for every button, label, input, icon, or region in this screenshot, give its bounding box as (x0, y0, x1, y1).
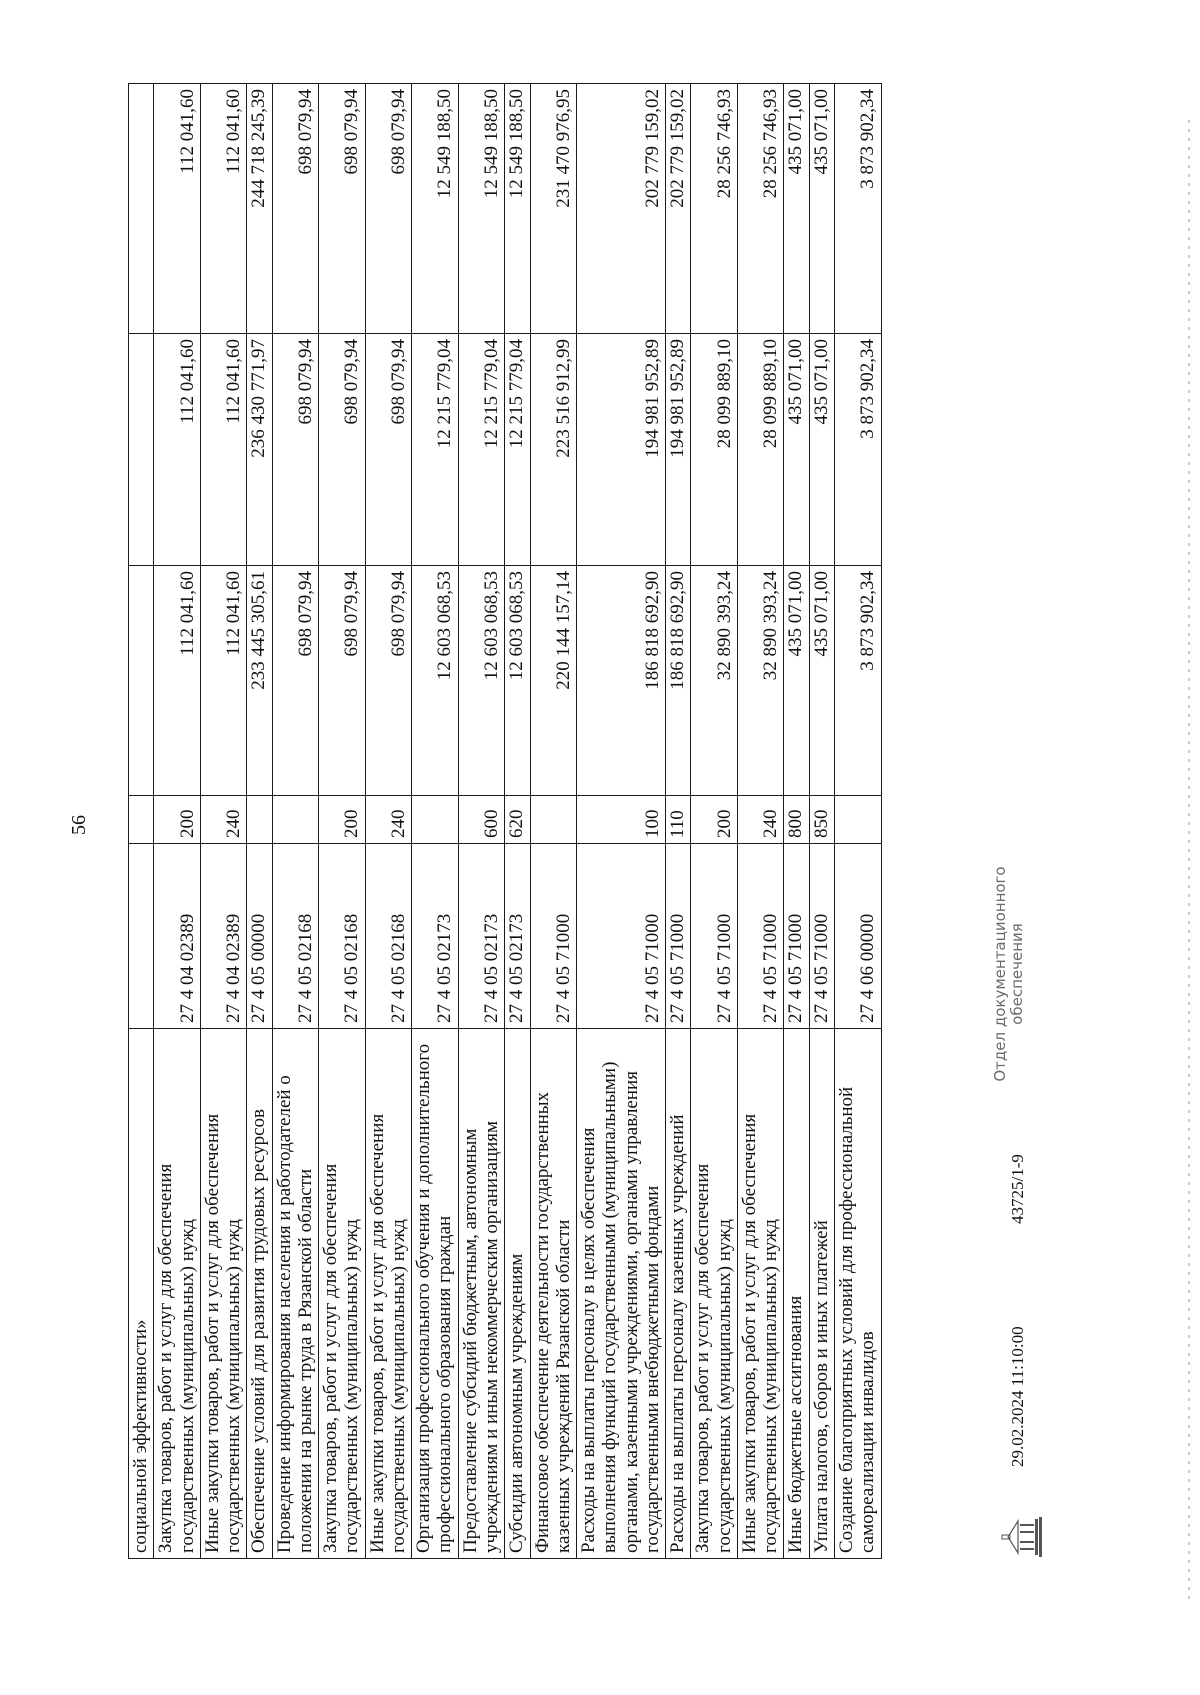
row-amount-year2-cell: 435 071,00 (809, 334, 834, 566)
row-amount-year2-cell: 28 099 889,10 (691, 334, 738, 566)
row-expense-type-cell (412, 796, 459, 844)
row-amount-year1-cell: 233 445 305,61 (247, 566, 272, 796)
row-code-cell (129, 844, 154, 1029)
table-row (458, 84, 505, 1559)
row-amount-year2-cell: 12 215 779,04 (458, 334, 505, 566)
table-row (129, 84, 154, 1559)
page-footer (992, 84, 1132, 1559)
row-code-cell: 27 4 05 02168 (365, 844, 412, 1029)
row-amount-year1-cell: 435 071,00 (784, 566, 809, 796)
table-row (530, 84, 577, 1559)
row-amount-year3-cell: 202 779 159,02 (577, 84, 666, 334)
row-amount-year3-cell: 231 470 976,95 (530, 84, 577, 334)
row-amount-year3-cell: 28 256 746,93 (691, 84, 738, 334)
table-row (412, 84, 459, 1559)
row-amount-year1-cell: 698 079,94 (272, 566, 319, 796)
row-name-cell: Субсидии автономным учреждениям (505, 1029, 530, 1559)
row-amount-year1-cell: 3 873 902,34 (834, 566, 881, 796)
row-name-cell: Закупка товаров, работ и услуг для обеспечения государственных (муниципальных) нужд (319, 1029, 366, 1559)
row-name-cell: Создание благоприятных условий для профессиональной самореализации инвалидов (834, 1029, 881, 1559)
row-code-cell: 27 4 05 71000 (784, 844, 809, 1029)
row-amount-year1-cell: 12 603 068,53 (458, 566, 505, 796)
row-name-cell: Расходы на выплаты персоналу в целях обеспечения выполнения функций государственными (муниципальными) органами, казенными учреждениями, органами управления государственными внебюджетными фондами (577, 1029, 666, 1559)
row-amount-year2-cell: 112 041,60 (200, 334, 247, 566)
row-amount-year3-cell: 435 071,00 (784, 84, 809, 334)
row-code-cell: 27 4 05 71000 (530, 844, 577, 1029)
row-amount-year2-cell: 236 430 771,97 (247, 334, 272, 566)
row-amount-year2-cell: 3 873 902,34 (834, 334, 881, 566)
row-expense-type-cell: 600 (458, 796, 505, 844)
row-expense-type-cell: 200 (691, 796, 738, 844)
row-amount-year3-cell: 112 041,60 (154, 84, 201, 334)
row-amount-year2-cell: 112 041,60 (154, 334, 201, 566)
row-amount-year3-cell: 12 549 188,50 (505, 84, 530, 334)
row-name-cell: Обеспечение условий для развития трудовых ресурсов (247, 1029, 272, 1559)
row-name-cell: Иные закупки товаров, работ и услуг для обеспечения государственных (муниципальных) нужд (737, 1029, 784, 1559)
table-row (247, 84, 272, 1559)
budget-table-body (129, 84, 882, 1559)
row-amount-year2-cell: 435 071,00 (784, 334, 809, 566)
row-name-cell: Закупка товаров, работ и услуг для обеспечения государственных (муниципальных) нужд (154, 1029, 201, 1559)
row-amount-year3-cell: 698 079,94 (365, 84, 412, 334)
table-row (737, 84, 784, 1559)
row-amount-year3-cell (129, 84, 154, 334)
row-code-cell: 27 4 05 02168 (319, 844, 366, 1029)
row-amount-year3-cell: 12 549 188,50 (412, 84, 459, 334)
row-name-cell: Расходы на выплаты персоналу казенных учреждений (666, 1029, 691, 1559)
row-code-cell: 27 4 05 02173 (458, 844, 505, 1029)
row-name-cell: Организация профессионального обучения и дополнительного профессионального образования граждан (412, 1029, 459, 1559)
row-name-cell: Закупка товаров, работ и услуг для обеспечения государственных (муниципальных) нужд (691, 1029, 738, 1559)
row-code-cell: 27 4 05 02168 (272, 844, 319, 1029)
row-expense-type-cell: 200 (154, 796, 201, 844)
row-expense-type-cell: 100 (577, 796, 666, 844)
row-amount-year1-cell: 32 890 393,24 (691, 566, 738, 796)
row-expense-type-cell (272, 796, 319, 844)
row-expense-type-cell (834, 796, 881, 844)
row-amount-year3-cell: 3 873 902,34 (834, 84, 881, 334)
row-amount-year3-cell: 12 549 188,50 (458, 84, 505, 334)
row-amount-year1-cell: 186 818 692,90 (666, 566, 691, 796)
table-row (505, 84, 530, 1559)
row-amount-year1-cell: 698 079,94 (319, 566, 366, 796)
row-code-cell: 27 4 05 71000 (809, 844, 834, 1029)
stamp-line-1: Отдел документационного (991, 866, 1009, 1082)
row-expense-type-cell (530, 796, 577, 844)
row-amount-year2-cell: 698 079,94 (365, 334, 412, 566)
row-code-cell: 27 4 05 00000 (247, 844, 272, 1029)
table-row (666, 84, 691, 1559)
row-expense-type-cell: 850 (809, 796, 834, 844)
row-amount-year1-cell (129, 566, 154, 796)
row-expense-type-cell (247, 796, 272, 844)
row-code-cell: 27 4 04 02389 (154, 844, 201, 1029)
row-amount-year2-cell: 194 981 952,89 (666, 334, 691, 566)
row-amount-year3-cell: 698 079,94 (272, 84, 319, 334)
row-code-cell: 27 4 05 71000 (737, 844, 784, 1029)
row-name-cell: Проведение информирования населения и работодателей о положении на рынке труда в Рязанской области (272, 1029, 319, 1559)
row-amount-year3-cell: 112 041,60 (200, 84, 247, 334)
row-name-cell: Иные закупки товаров, работ и услуг для обеспечения государственных (муниципальных) нужд (200, 1029, 247, 1559)
row-amount-year2-cell: 12 215 779,04 (412, 334, 459, 566)
row-expense-type-cell: 200 (319, 796, 366, 844)
table-row (577, 84, 666, 1559)
row-name-cell: Предоставление субсидий бюджетным, автономным учреждениям и иным некоммерческим организациям (458, 1029, 505, 1559)
row-amount-year3-cell: 698 079,94 (319, 84, 366, 334)
table-row (272, 84, 319, 1559)
table-row (154, 84, 201, 1559)
row-amount-year1-cell: 12 603 068,53 (412, 566, 459, 796)
footer-doc-number: 43725/1-9 (1008, 1154, 1027, 1224)
table-row (200, 84, 247, 1559)
page-number: 56 (68, 815, 90, 835)
row-amount-year3-cell: 28 256 746,93 (737, 84, 784, 334)
row-expense-type-cell: 620 (505, 796, 530, 844)
row-expense-type-cell: 240 (737, 796, 784, 844)
row-name-cell: Иные бюджетные ассигнования (784, 1029, 809, 1559)
row-amount-year3-cell: 244 718 245,39 (247, 84, 272, 334)
row-amount-year1-cell: 186 818 692,90 (577, 566, 666, 796)
row-code-cell: 27 4 04 02389 (200, 844, 247, 1029)
row-amount-year2-cell: 12 215 779,04 (505, 334, 530, 566)
table-row (809, 84, 834, 1559)
table-row (834, 84, 881, 1559)
row-code-cell: 27 4 05 02173 (505, 844, 530, 1029)
row-name-cell: социальной эффективности» (129, 1029, 154, 1559)
row-amount-year2-cell: 223 516 912,99 (530, 334, 577, 566)
department-stamp (992, 809, 1027, 1139)
row-expense-type-cell (129, 796, 154, 844)
row-amount-year2-cell: 28 099 889,10 (737, 334, 784, 566)
table-row (319, 84, 366, 1559)
row-amount-year2-cell (129, 334, 154, 566)
row-expense-type-cell: 240 (365, 796, 412, 844)
row-name-cell: Иные закупки товаров, работ и услуг для обеспечения государственных (муниципальных) нужд (365, 1029, 412, 1559)
row-amount-year1-cell: 112 041,60 (200, 566, 247, 796)
row-code-cell: 27 4 06 00000 (834, 844, 881, 1029)
row-expense-type-cell: 240 (200, 796, 247, 844)
row-amount-year3-cell: 202 779 159,02 (666, 84, 691, 334)
row-amount-year2-cell: 194 981 952,89 (577, 334, 666, 566)
table-row (365, 84, 412, 1559)
row-amount-year1-cell: 112 041,60 (154, 566, 201, 796)
table-row (691, 84, 738, 1559)
row-amount-year2-cell: 698 079,94 (272, 334, 319, 566)
row-amount-year1-cell: 698 079,94 (365, 566, 412, 796)
row-code-cell: 27 4 05 02173 (412, 844, 459, 1029)
row-code-cell: 27 4 05 71000 (691, 844, 738, 1029)
row-amount-year1-cell: 32 890 393,24 (737, 566, 784, 796)
row-code-cell: 27 4 05 71000 (666, 844, 691, 1029)
footer-datetime: 29.02.2024 11:10:00 (1008, 1326, 1027, 1467)
row-name-cell: Уплата налогов, сборов и иных платежей (809, 1029, 834, 1559)
row-amount-year2-cell: 698 079,94 (319, 334, 366, 566)
row-amount-year3-cell: 435 071,00 (809, 84, 834, 334)
row-amount-year1-cell: 220 144 157,14 (530, 566, 577, 796)
stamp-line-2: обеспечения (1008, 923, 1027, 1025)
building-logo-icon (1000, 1515, 1044, 1559)
table-row (784, 84, 809, 1559)
row-name-cell: Финансовое обеспечение деятельности государственных казенных учреждений Рязанской области (530, 1029, 577, 1559)
row-expense-type-cell: 110 (666, 796, 691, 844)
row-amount-year1-cell: 435 071,00 (809, 566, 834, 796)
budget-table (128, 83, 882, 1559)
row-amount-year1-cell: 12 603 068,53 (505, 566, 530, 796)
row-code-cell: 27 4 05 71000 (577, 844, 666, 1029)
row-expense-type-cell: 800 (784, 796, 809, 844)
